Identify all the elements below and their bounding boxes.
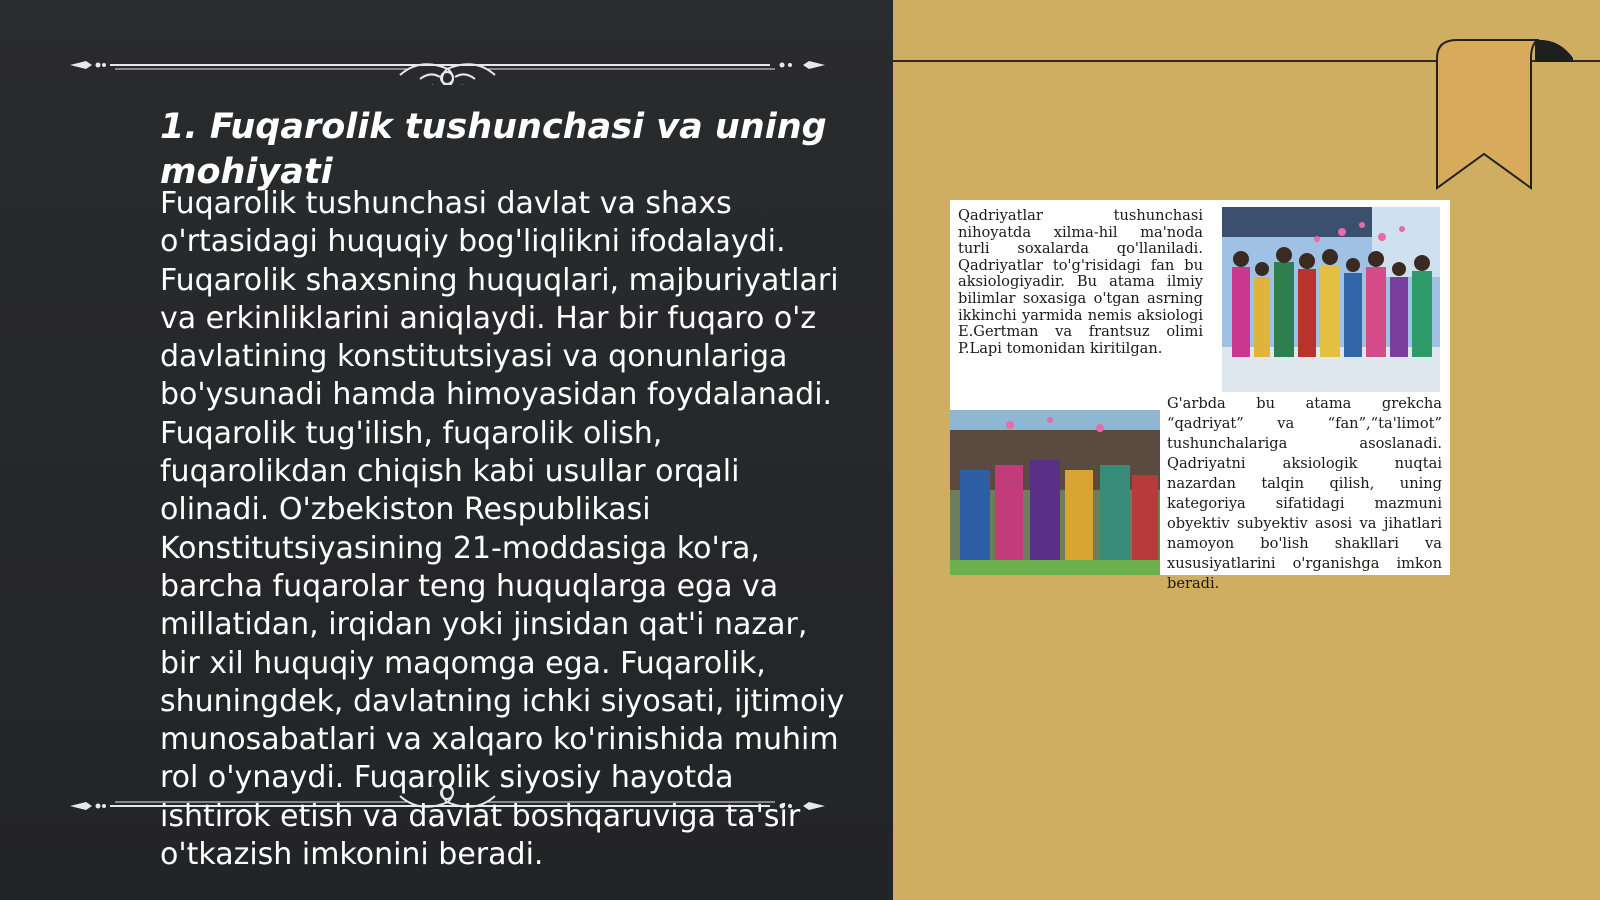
slide-body-text: Fuqarolik tushunchasi davlat va shaxs o'rtasidagi huquqiy bog'liqlikni ifodalaydi. Fuqarolik shaxsning huquqlari, majburiyatlari va erkinliklarini aniqlaydi. Har bir fuqaro o'z davlatining konstitutsiyasi va qonunlariga bo'ysunadi hamda himoyasidan foydalanadi. Fuqarolik tug'ilish, fuqarolik olish, fuqarolikdan chiqish kabi usullar orqali olinadi. O'zbekiston Respublikasi Konstitutsiyasining 21-moddasiga ko'ra, barcha fuqarolar teng huquqlarga ega va millatidan, irqidan yoki jinsidan qat'i nazar, bir xil huquqiy maqomga ega. Fuqarolik, shuningdek, davlatning ichki siyosati, ijtimoiy munosabatlari va xalqaro ko'rinishida muhim rol o'ynaydi. Fuqarolik siyosiy hayotda ishtirok etish va davlat boshqaruviga ta'sir o'tkazish imkonini beradi.	[160, 186, 845, 873]
textbook-paragraph-2: G'arbda bu atama grekcha “qadriyat” va “fan”,“ta'limot” tushunchalariga asoslanadi. Qadriyatni aksiologik nuqtai nazardan talqin qilish, uning kategoriya sifatidagi mazmuni obyektiv subyektiv asosi va jihatlari namoyon bo'lish shakllari va xususiyatlarini o'rganishga imkon beradi.	[1167, 395, 1442, 592]
top-ornament-divider	[70, 45, 825, 85]
textbook-paragraph-1: Qadriyatlar tushunchasi nihoyatda xilma-hil ma'noda turli soxalarda qo'llaniladi. Qadriyatlar to'g'risidagi fan bu aksiologiyadir. Bu atama ilmiy bilimlar soxasiga o'tgan asrning ikkinchi yarmida nemis aksiologi E.Gertman va frantsuz olimi P.Lapi tomonidan kiritilgan.	[958, 207, 1203, 357]
bookmark-ribbon-icon	[1435, 38, 1575, 198]
festival-crowd-photo-top	[1222, 207, 1440, 392]
textbook-excerpt-image	[950, 200, 1450, 592]
festival-dancers-photo-bottom	[950, 410, 1160, 575]
slide-title: 1. Fuqarolik tushunchasi va uning mohiyati	[160, 107, 827, 192]
